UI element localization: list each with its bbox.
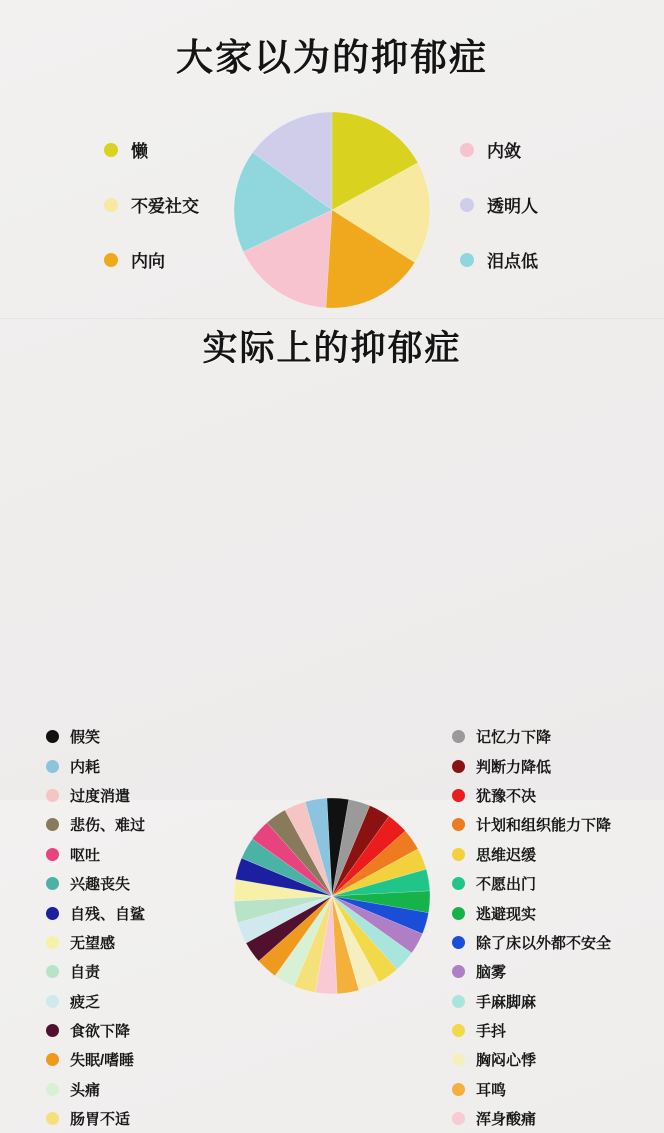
legend-item-label: 自责 bbox=[70, 964, 101, 982]
legend-item-label: 懒 bbox=[131, 142, 148, 161]
legend-item bbox=[46, 810, 145, 839]
legend-item bbox=[46, 1104, 145, 1133]
legend-swatch-icon bbox=[452, 789, 465, 802]
legend-item-label: 内向 bbox=[131, 252, 165, 271]
legend-swatch-icon bbox=[46, 818, 59, 831]
panel-actual-depression bbox=[0, 318, 664, 1129]
legend-item-label: 头痛 bbox=[70, 1081, 101, 1099]
legend-item-label: 失眠/嗜睡 bbox=[70, 1052, 135, 1070]
legend-item bbox=[46, 751, 145, 780]
legend-item-label: 内敛 bbox=[487, 142, 521, 161]
legend-swatch-icon bbox=[46, 965, 59, 978]
legend-swatch-icon bbox=[46, 877, 59, 890]
legend-item-label: 不愿出门 bbox=[476, 876, 537, 894]
legend-swatch-icon bbox=[460, 198, 474, 212]
legend-item-label: 思维迟缓 bbox=[476, 846, 537, 864]
legend-item bbox=[452, 1075, 611, 1104]
legend-swatch-icon bbox=[452, 995, 465, 1008]
legend-item-label: 判断力降低 bbox=[476, 758, 552, 776]
legend-swatch-icon bbox=[46, 1024, 59, 1037]
legend-item bbox=[46, 1016, 145, 1045]
legend-item-label: 逃避现实 bbox=[476, 905, 537, 923]
legend-item bbox=[452, 722, 611, 751]
legend-swatch-icon bbox=[452, 1053, 465, 1066]
legend-swatch-icon bbox=[46, 995, 59, 1008]
legend-item bbox=[452, 1045, 611, 1074]
legend-item-label: 透明人 bbox=[487, 197, 538, 216]
legend-item bbox=[104, 232, 199, 287]
legend-swatch-icon bbox=[452, 1112, 465, 1125]
legend-item bbox=[46, 781, 145, 810]
legend-swatch-icon bbox=[104, 143, 118, 157]
legend-item bbox=[46, 840, 145, 869]
legend-swatch-icon bbox=[46, 1112, 59, 1125]
legend-swatch-icon bbox=[452, 965, 465, 978]
legend-swatch-icon bbox=[46, 730, 59, 743]
page-title-bottom: 实际上的抑郁症 bbox=[202, 329, 462, 368]
legend-item-label: 除了床以外都不安全 bbox=[476, 934, 612, 952]
legend-item bbox=[452, 898, 611, 927]
legend-swatch-icon bbox=[46, 936, 59, 949]
legend-item bbox=[46, 722, 145, 751]
legend-item-label: 计划和组织能力下降 bbox=[476, 817, 612, 835]
legend-bottom-left bbox=[46, 722, 145, 1133]
legend-item-label: 食欲下降 bbox=[70, 1023, 131, 1041]
legend-swatch-icon bbox=[452, 877, 465, 890]
legend-item-label: 过度消遣 bbox=[70, 787, 131, 805]
legend-item bbox=[452, 1104, 611, 1133]
legend-item bbox=[452, 840, 611, 869]
legend-item-label: 呕吐 bbox=[70, 846, 101, 864]
legend-item bbox=[104, 177, 199, 232]
legend-item bbox=[460, 177, 538, 232]
legend-swatch-icon bbox=[452, 848, 465, 861]
legend-item-label: 兴趣丧失 bbox=[70, 876, 131, 894]
legend-item-label: 自残、自鲨 bbox=[70, 905, 146, 923]
legend-swatch-icon bbox=[452, 818, 465, 831]
legend-top-left bbox=[104, 122, 199, 287]
legend-item-label: 记忆力下降 bbox=[476, 729, 552, 747]
legend-item-label: 悲伤、难过 bbox=[70, 817, 146, 835]
legend-bottom-right bbox=[452, 722, 611, 1133]
legend-item bbox=[452, 869, 611, 898]
legend-item bbox=[46, 869, 145, 898]
page-title-top: 大家以为的抑郁症 bbox=[176, 37, 488, 78]
pie-chart-actual bbox=[232, 796, 432, 996]
legend-item bbox=[452, 987, 611, 1016]
legend-item bbox=[46, 898, 145, 927]
legend-item-label: 胸闷心悸 bbox=[476, 1052, 537, 1070]
legend-item bbox=[46, 1045, 145, 1074]
legend-swatch-icon bbox=[46, 1053, 59, 1066]
legend-swatch-icon bbox=[452, 1024, 465, 1037]
legend-swatch-icon bbox=[46, 848, 59, 861]
legend-swatch-icon bbox=[46, 789, 59, 802]
legend-item bbox=[460, 232, 538, 287]
legend-item-label: 犹豫不决 bbox=[476, 787, 537, 805]
pie-chart-actual-svg bbox=[232, 796, 432, 996]
legend-item bbox=[452, 810, 611, 839]
legend-item bbox=[452, 751, 611, 780]
legend-swatch-icon bbox=[452, 760, 465, 773]
legend-item-label: 泪点低 bbox=[487, 252, 538, 271]
legend-item bbox=[46, 987, 145, 1016]
legend-item-label: 疲乏 bbox=[70, 993, 101, 1011]
legend-swatch-icon bbox=[104, 198, 118, 212]
legend-item-label: 肠胃不适 bbox=[70, 1111, 131, 1129]
legend-item-label: 内耗 bbox=[70, 758, 101, 776]
legend-swatch-icon bbox=[104, 253, 118, 267]
legend-top-right bbox=[460, 122, 538, 287]
panel-expected-depression bbox=[0, 0, 664, 318]
legend-swatch-icon bbox=[452, 1083, 465, 1096]
legend-item bbox=[46, 1075, 145, 1104]
legend-item bbox=[452, 928, 611, 957]
legend-item bbox=[46, 957, 145, 986]
legend-item-label: 耳鸣 bbox=[476, 1081, 507, 1099]
legend-item-label: 假笑 bbox=[70, 729, 101, 747]
legend-swatch-icon bbox=[460, 253, 474, 267]
pie-chart-expected-svg bbox=[232, 110, 432, 310]
legend-swatch-icon bbox=[46, 1083, 59, 1096]
legend-swatch-icon bbox=[46, 907, 59, 920]
legend-swatch-icon bbox=[46, 760, 59, 773]
pie-chart-expected bbox=[232, 110, 432, 310]
legend-swatch-icon bbox=[452, 936, 465, 949]
legend-item bbox=[452, 781, 611, 810]
legend-swatch-icon bbox=[452, 730, 465, 743]
legend-item bbox=[104, 122, 199, 177]
legend-item bbox=[452, 1016, 611, 1045]
legend-swatch-icon bbox=[452, 907, 465, 920]
legend-item-label: 浑身酸痛 bbox=[476, 1111, 537, 1129]
legend-item-label: 脑雾 bbox=[476, 964, 507, 982]
legend-item-label: 手抖 bbox=[476, 1023, 507, 1041]
legend-item-label: 不爱社交 bbox=[131, 197, 199, 216]
legend-item-label: 手麻脚麻 bbox=[476, 993, 537, 1011]
legend-item bbox=[452, 957, 611, 986]
legend-swatch-icon bbox=[460, 143, 474, 157]
legend-item-label: 无望感 bbox=[70, 934, 116, 952]
legend-item bbox=[46, 928, 145, 957]
legend-item bbox=[460, 122, 538, 177]
